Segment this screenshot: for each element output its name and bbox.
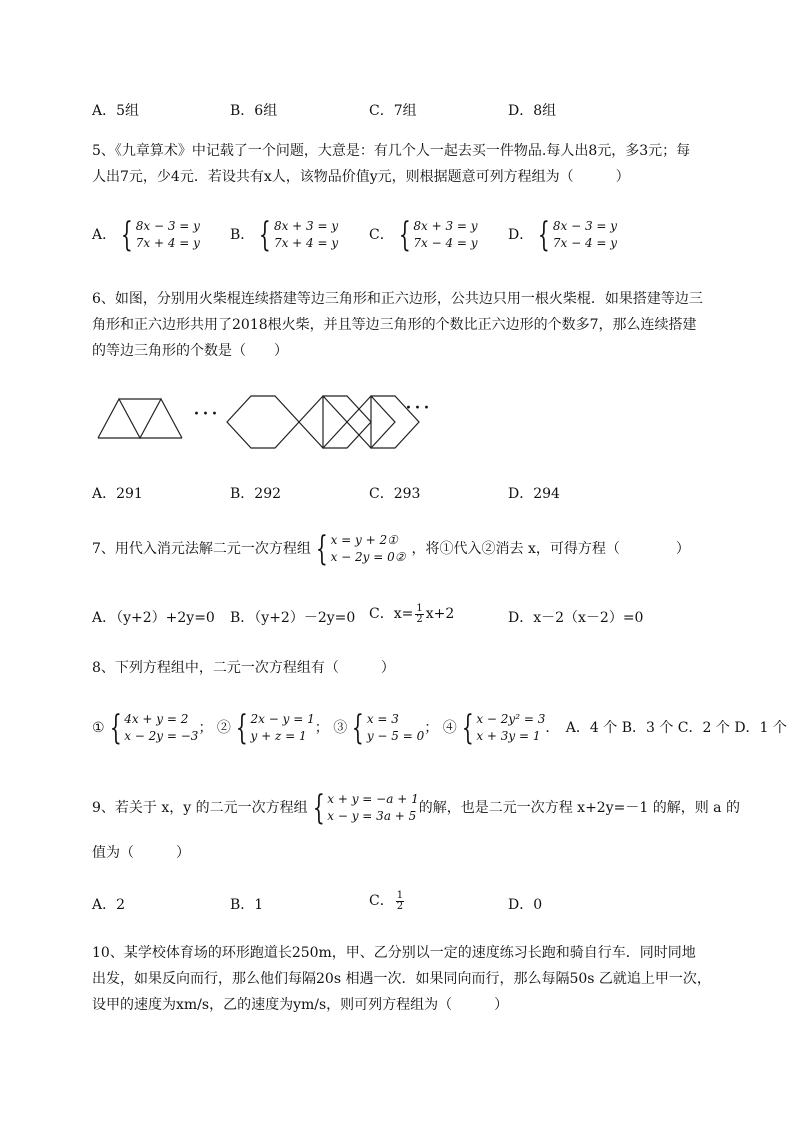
triangles-figure [98, 399, 182, 438]
q9-options [92, 889, 732, 932]
q9-option-b[interactable]: B．1 [230, 897, 264, 913]
option-label: A． [92, 227, 117, 243]
q8-system-4[interactable] [442, 708, 560, 748]
circled-number: ④ [442, 720, 457, 736]
brace-icon: { [352, 708, 364, 748]
brace-icon: { [398, 215, 411, 255]
brace-icon: { [538, 215, 551, 255]
equation: 7x + 4 = y [273, 236, 339, 250]
separator: ； [314, 720, 329, 736]
q8-options[interactable]: A．4 个 B．3 个 C．2 个 D．1 个 [565, 720, 787, 736]
equation: 8x + 3 = y [413, 219, 478, 233]
equation-system [116, 215, 200, 255]
q7-option-a[interactable]: A．（y+2）+2y=0 [92, 610, 215, 626]
q4-option-b[interactable]: B．6组 [230, 103, 278, 119]
q8-system-1[interactable] [92, 708, 213, 748]
denominator: 2 [416, 613, 423, 625]
equation: 8x − 3 = y [135, 219, 200, 233]
equation: 7x + 4 = y [135, 236, 200, 250]
equation-system [533, 215, 618, 255]
q4-option-c[interactable]: C．7组 [369, 103, 417, 119]
q8-system-3[interactable] [333, 708, 439, 748]
q9-option-d[interactable]: D．0 [508, 897, 543, 913]
ellipsis-hexagons: ··· [405, 396, 432, 421]
option-text: C． [369, 893, 394, 909]
equation: 8x − 3 = y [552, 219, 618, 233]
option-text: x+2 [425, 606, 455, 622]
q5-line1: 5、《九章算术》中记载了一个问题，大意是：有几个人一起去买一件物品.每人出8元，多3元；每 [92, 143, 691, 159]
equation: 7x − 4 = y [552, 236, 618, 250]
q8-systems [92, 708, 787, 748]
q4-option-a[interactable]: A．5组 [92, 103, 140, 119]
q10-stem [92, 940, 732, 1018]
equation: 7x − 4 = y [413, 236, 478, 250]
q7-option-c[interactable] [369, 603, 454, 625]
q7-options [92, 602, 732, 647]
option-text: C．x= [369, 606, 414, 622]
triangle-zigzag [98, 399, 182, 438]
separator: ； [198, 720, 213, 736]
equation: x − 2y² = 3 [476, 712, 546, 726]
q7-stem [92, 530, 690, 568]
separator: ； [424, 720, 439, 736]
separator: ． [545, 720, 560, 736]
q6-option-d[interactable]: D．294 [508, 486, 560, 502]
q10-line3: 设甲的速度为xm/s，乙的速度为ym/s，则可列方程组为（ ） [92, 997, 509, 1013]
ellipsis-triangles: ··· [193, 402, 220, 427]
equation: x + y = −a + 1 [327, 792, 419, 806]
q9-line2: 值为（ ） [92, 845, 190, 861]
q6-option-b[interactable]: B．292 [230, 486, 282, 502]
q9-option-c[interactable] [369, 890, 406, 912]
equation: x + 3y = 1 [476, 729, 541, 743]
q10-line1: 10、某学校体育场的环形跑道长250m，甲、乙分别以一定的速度练习长跑和骑自行车．同时同地 [92, 945, 696, 961]
q6-line1: 6、如图，分别用火柴棍连续搭建等边三角形和正六边形，公共边只用一根火柴棍．如果搭建等边三 [92, 291, 703, 307]
hexagons-figure [227, 396, 419, 448]
q9-prefix: 9、若关于 x，y 的二元一次方程组 [92, 800, 308, 816]
q9-system [308, 788, 419, 828]
fraction [396, 891, 404, 912]
q7-option-b[interactable]: B．（y+2）－2y=0 [230, 610, 356, 626]
brace-icon: { [259, 215, 272, 255]
q7-system [311, 529, 406, 569]
q5-option-c[interactable] [369, 215, 478, 255]
q8-stem-text: 8、下列方程组中，二元一次方程组有（ ） [92, 660, 395, 676]
q6-line2: 角形和正六边形共用了2018根火柴，并且等边三角形的个数比正六边形的个数多7，那么连续搭建 [92, 317, 697, 333]
q5-option-a[interactable] [92, 215, 200, 255]
matchstick-figure [92, 388, 452, 452]
equation-system [254, 215, 339, 255]
brace-icon: { [120, 215, 133, 255]
q10-line2: 出发，如果反向而行，那么他们每隔20s 相遇一次．如果同向而行，那么每隔50s 乙就追上甲一次， [92, 971, 711, 987]
equation-system [394, 215, 478, 255]
circled-number: ② [216, 720, 231, 736]
option-label: D． [508, 227, 534, 243]
denominator: 2 [396, 900, 404, 912]
q6-option-a[interactable]: A．291 [92, 486, 143, 502]
q6-option-c[interactable]: C．293 [369, 486, 421, 502]
brace-icon: { [109, 708, 122, 748]
q5-stem [92, 138, 732, 190]
brace-icon: { [235, 708, 248, 748]
q5-option-d[interactable] [508, 215, 618, 255]
brace-icon: { [312, 788, 325, 828]
q8-system-2[interactable] [216, 708, 329, 748]
brace-icon: { [461, 708, 474, 748]
equation: y − 5 = 0 [366, 729, 425, 743]
q7-prefix: 7、用代入消元法解二元一次方程组 [92, 541, 311, 557]
equation: 8x + 3 = y [273, 219, 339, 233]
q4-options [92, 100, 732, 140]
hexagon-1 [227, 396, 299, 448]
equation: x = 3 [366, 712, 399, 726]
circled-number: ③ [333, 720, 348, 736]
q6-stem [92, 286, 732, 364]
q5-option-b[interactable] [230, 215, 339, 255]
brace-icon: { [315, 529, 328, 569]
q9-stem [92, 788, 740, 828]
q9-option-a[interactable]: A．2 [92, 897, 126, 913]
circled-number: ① [92, 720, 105, 736]
equation: y + z = 1 [250, 729, 307, 743]
q7-suffix: ，将①代入②消去 x，可得方程（ ） [411, 541, 690, 557]
q8-stem [92, 655, 732, 681]
equation: 2x − y = 1 [250, 712, 315, 726]
option-label: C． [369, 227, 394, 243]
q7-option-d[interactable]: D．x－2（x－2）=0 [508, 610, 644, 626]
fraction [415, 604, 423, 625]
numerator: 1 [416, 602, 423, 614]
option-label: B． [230, 227, 255, 243]
numerator: 1 [396, 889, 404, 901]
equation: x − y = 3a + 5 [327, 809, 417, 823]
q5-line2: 人出7元，少4元．若设共有x人，该物品价值y元，则根据题意可列方程组为（ ） [92, 169, 630, 185]
q9-suffix: 的解，也是二元一次方程 x+2y=－1 的解，则 a 的 [418, 800, 740, 816]
equation: 4x + y = 2 [124, 712, 189, 726]
q4-option-d[interactable]: D．8组 [508, 103, 557, 119]
equation: x − 2y = −3 [124, 729, 199, 743]
q6-line3: 的等边三角形的个数是（ ） [92, 343, 288, 359]
q5-options [92, 215, 732, 258]
equation: x − 2y = 0② [330, 550, 406, 564]
q6-options [92, 483, 732, 523]
equation: x = y + 2① [330, 533, 398, 547]
